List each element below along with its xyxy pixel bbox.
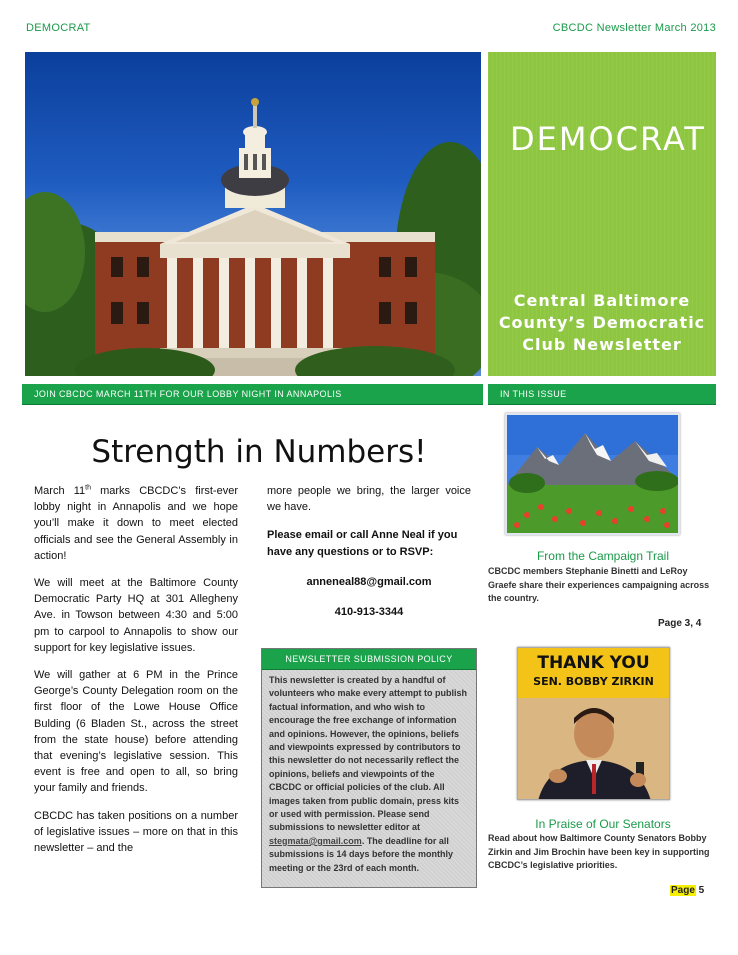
page-highlight: Page [671, 885, 695, 896]
policy-text-part: This newsletter is created by a handful of volunteers who make every attempt to publish factual information, and who wish to encourage the free exchange of information and opinions. However, the opinions, beliefs and viewpoints expressed by contributors to this newsletter do not necessarily reflect the opinions, beliefs and viewpoints of the CBCDC or official policies of the club. All images taken from public domain, press kits or used with permission. Please send submissions to newsletter editor at [269, 675, 468, 833]
ordinal-suffix: th [85, 484, 91, 492]
praise-senators-page-ref [670, 885, 704, 896]
submission-policy-title: NEWSLETTER SUBMISSION POLICY [262, 649, 476, 670]
editor-email-link[interactable]: stegmata@gmail.com [269, 835, 362, 846]
masthead-title: DEMOCRAT [510, 120, 706, 158]
article-column-left [34, 483, 238, 867]
in-this-issue-banner: IN THIS ISSUE [488, 384, 716, 405]
masthead-subtitle-line: Central Baltimore [513, 291, 691, 310]
mountain-meadow-photo [505, 413, 680, 535]
praise-senators-summary: Read about how Baltimore County Senators Bobby Zirkin and Jim Brochin have been key in supporting CBCDC’s legislative priorities. [488, 833, 710, 871]
thank-you-text: THANK YOU [537, 653, 650, 673]
date-text: March 11 [34, 485, 86, 497]
masthead-subtitle-line: County’s Democratic [498, 313, 706, 332]
submission-policy-text [262, 670, 476, 875]
article-paragraph: more people we bring, the larger voice we have. [267, 485, 471, 514]
campaign-trail-title[interactable]: From the Campaign Trail [536, 549, 670, 563]
state-house-photo [25, 52, 481, 376]
senator-zirkin-photo [517, 647, 670, 800]
praise-senators-title[interactable]: In Praise of Our Senators [535, 817, 671, 831]
article-paragraph [34, 483, 238, 564]
article-paragraph: We will gather at 6 PM in the Prince George’s County Delegation room on the first floor of the Lowe House Office Bulding (6 Bladen St., across the street from the state house) before attending that evening’s legislative session. This event is free and open to all, so bring your family and friends. [34, 669, 238, 795]
article-paragraph: We will meet at the Baltimore County Democratic Party HQ at 301 Allegheny Ave. in Towson between 4:30 and 5:00 pm to carpool to Annapolis to show our support for key legislative issues. [34, 577, 238, 654]
rsvp-phone: 410-913-3344 [334, 606, 404, 619]
masthead-subtitle [488, 290, 716, 356]
rsvp-email[interactable]: anneneal88@gmail.com [306, 575, 432, 588]
article-headline: Strength in Numbers! [91, 434, 427, 470]
paragraph-text: marks CBCDC’s first-ever lobby night in Annapolis and we hope you’ll make it down to meet elected officials and see the General Assembly in action! [34, 485, 238, 562]
rsvp-paragraph: Please email or call Anne Neal if you have any questions or to RSVP: [267, 529, 458, 558]
header-issue-date: CBCDC Newsletter March 2013 [552, 22, 716, 34]
masthead-subtitle-line: Club Newsletter [522, 335, 682, 354]
campaign-trail-summary: CBCDC members Stephanie Binetti and LeRoy Graefe share their experiences campaigning across the country. [488, 566, 710, 604]
page-number: 5 [695, 885, 705, 896]
article-column-right [267, 483, 471, 632]
header-newsletter-name: DEMOCRAT [26, 22, 91, 34]
submission-policy-box [261, 648, 477, 888]
policy-text-part: . The deadline for all submissions is 14 days before the monthly meeting or the 23rd of each month. [269, 835, 454, 873]
lobby-night-banner: JOIN CBCDC MARCH 11TH FOR OUR LOBBY NIGHT IN ANNAPOLIS [22, 384, 483, 405]
masthead-panel [488, 52, 716, 376]
article-paragraph: CBCDC has taken positions on a number of legislative issues – more on that in this newsletter – and the [34, 809, 238, 855]
senator-name-text: SEN. BOBBY ZIRKIN [533, 675, 654, 688]
campaign-trail-page-ref: Page 3, 4 [658, 618, 702, 629]
